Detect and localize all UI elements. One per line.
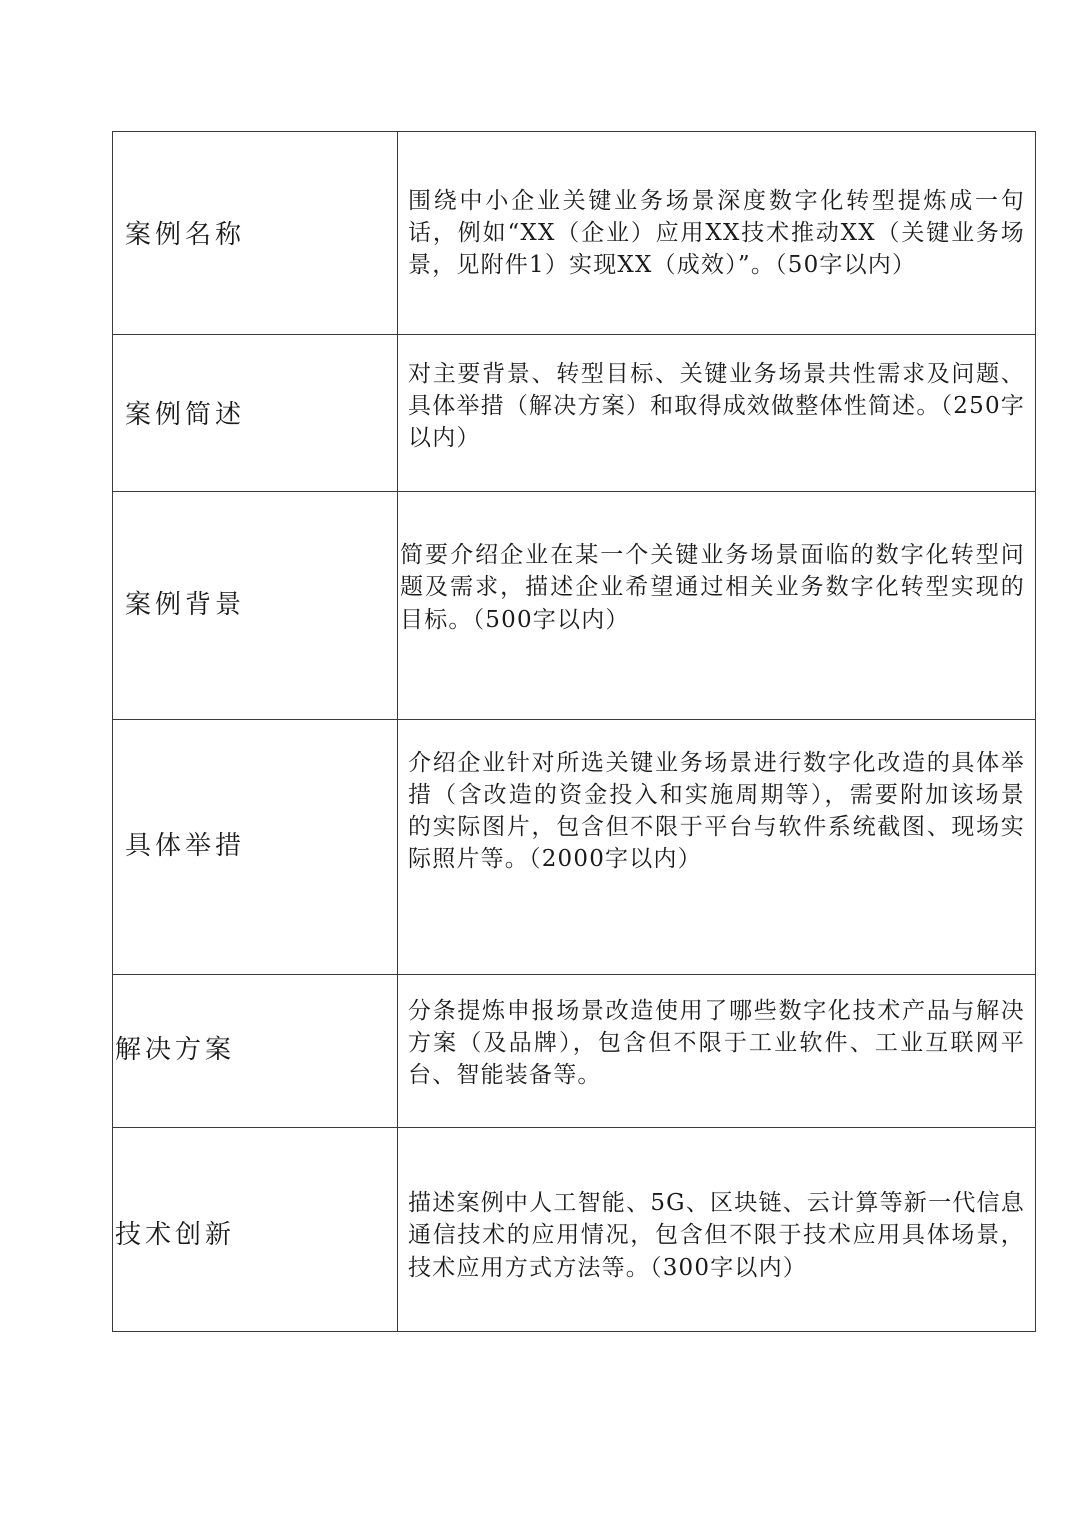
row-label-specific-measures: 具体举措 <box>125 831 246 862</box>
table-row <box>113 720 1036 975</box>
table-row <box>113 1128 1036 1332</box>
row-description-tech-innovation: 描述案例中人工智能、5G、区块链、云计算等新一代信息通信技术的应用情况，包含但不限于技术应用具体场景，技术应用方式方法等。（300字以内） <box>408 1190 1025 1281</box>
description-cell <box>398 1128 1036 1332</box>
label-cell <box>113 975 398 1128</box>
row-label-case-summary: 案例简述 <box>125 400 246 431</box>
table-row <box>113 492 1036 720</box>
row-label-case-background: 案例背景 <box>125 589 246 620</box>
row-label-solution: 解决方案 <box>115 1035 236 1066</box>
row-description-specific-measures: 介绍企业针对所选关键业务场景进行数字化改造的具体举措（含改造的资金投入和实施周期等），需要附加该场景的实际图片，包含但不限于平台与软件系统截图、现场实际照片等。（2000字以内） <box>408 749 1025 873</box>
description-cell <box>398 335 1036 492</box>
table-row <box>113 132 1036 335</box>
label-cell <box>113 1128 398 1332</box>
case-form-table <box>112 131 1036 1332</box>
row-label-tech-innovation: 技术创新 <box>115 1219 236 1250</box>
description-cell <box>398 132 1036 335</box>
description-cell <box>398 720 1036 975</box>
label-cell <box>113 132 398 335</box>
row-description-case-summary: 对主要背景、转型目标、关键业务场景共性需求及问题、具体举措（解决方案）和取得成效做整体性简述。（250字以内） <box>408 360 1025 452</box>
table-row <box>113 335 1036 492</box>
row-description-case-name: 围绕中小企业关键业务场景深度数字化转型提炼成一句话，例如“XX（企业）应用XX技术推动XX（关键业务场景，见附件1）实现XX（成效）”。（50字以内） <box>408 187 1025 279</box>
table-row <box>113 975 1036 1128</box>
label-cell <box>113 335 398 492</box>
description-cell <box>398 975 1036 1128</box>
row-description-solution: 分条提炼申报场景改造使用了哪些数字化技术产品与解决方案（及品牌），包含但不限于工业软件、工业互联网平台、智能装备等。 <box>408 997 1025 1089</box>
label-cell <box>113 720 398 975</box>
label-cell <box>113 492 398 720</box>
description-cell <box>398 492 1036 720</box>
row-label-case-name: 案例名称 <box>125 220 246 251</box>
row-description-case-background: 简要介绍企业在某一个关键业务场景面临的数字化转型问题及需求，描述企业希望通过相关业务数字化转型实现的目标。（500字以内） <box>400 542 1025 633</box>
